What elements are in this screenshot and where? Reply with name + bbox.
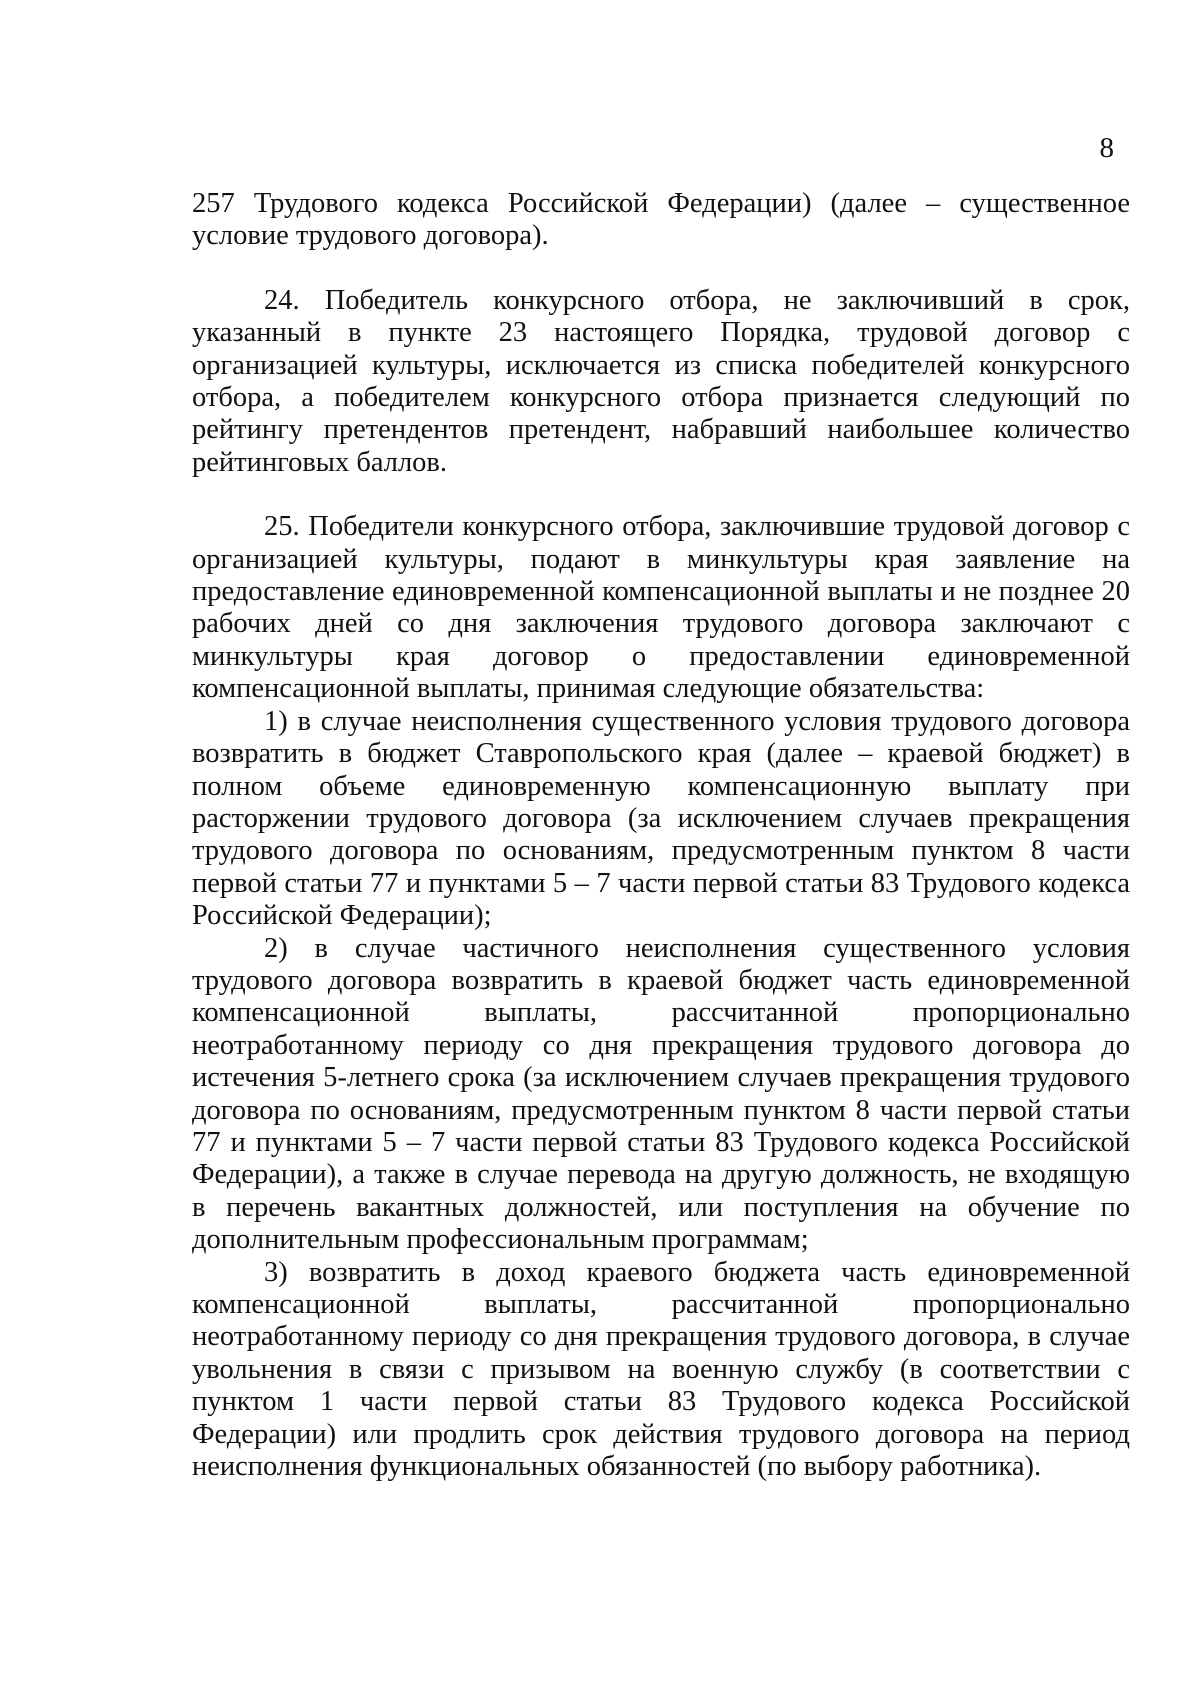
page-number: 8 xyxy=(1099,132,1114,164)
document-body xyxy=(192,188,1130,1483)
paragraph-item-24: 24. Победитель конкурсного отбора, не заключивший в срок, указанный в пункте 23 настоящего Порядка, трудовой договор с организацией культуры, исключается из списка победителей конкурсного отбора, а победителем конкурсного отбора признается следующий по рейтингу претендентов претендент, набравший наибольшее количество рейтинговых баллов. xyxy=(192,284,1130,478)
paragraph-continuation: 257 Трудового кодекса Российской Федерации) (далее – существенное условие трудового договора). xyxy=(192,188,1130,252)
subitem-1: 1) в случае неисполнения существенного условия трудового договора возвратить в бюджет Ставропольского края (далее – краевой бюджет) в полном объеме единовременную компенсационную выплату при расторжении трудового договора (за исключением случаев прекращения трудового договора по основаниям, предусмотренным пунктом 8 части первой статьи 77 и пунктами 5 – 7 части первой статьи 83 Трудового кодекса Российской Федерации); xyxy=(192,705,1130,932)
paragraph-item-25: 25. Победители конкурсного отбора, заключившие трудовой договор с организацией культуры, подают в минкультуры края заявление на предоставление единовременной компенсационной выплаты и не позднее 20 рабочих дней со дня заключения трудового договора заключают с минкультуры края договор о предоставлении единовременной компенсационной выплаты, принимая следующие обязательства: xyxy=(192,511,1130,705)
subitem-3: 3) возвратить в доход краевого бюджета часть единовременной компенсационной выплаты, рассчитанной пропорционально неотработанному периоду со дня прекращения трудового договора, в случае увольнения в связи с призывом на военную службу (в соответствии с пунктом 1 части первой статьи 83 Трудового кодекса Российской Федерации) или продлить срок действия трудового договора на период неисполнения функциональных обязанностей (по выбору работника). xyxy=(192,1256,1130,1483)
subitem-2: 2) в случае частичного неисполнения существенного условия трудового договора возвратить в краевой бюджет часть единовременной компенсационной выплаты, рассчитанной пропорционально неотработанному периоду со дня прекращения трудового договора до истечения 5-летнего срока (за исключением случаев прекращения трудового договора по основаниям, предусмотренным пунктом 8 части первой статьи 77 и пунктами 5 – 7 части первой статьи 83 Трудового кодекса Российской Федерации), а также в случае перевода на другую должность, не входящую в перечень вакантных должностей, или поступления на обучение по дополнительным профессиональным программам; xyxy=(192,932,1130,1256)
